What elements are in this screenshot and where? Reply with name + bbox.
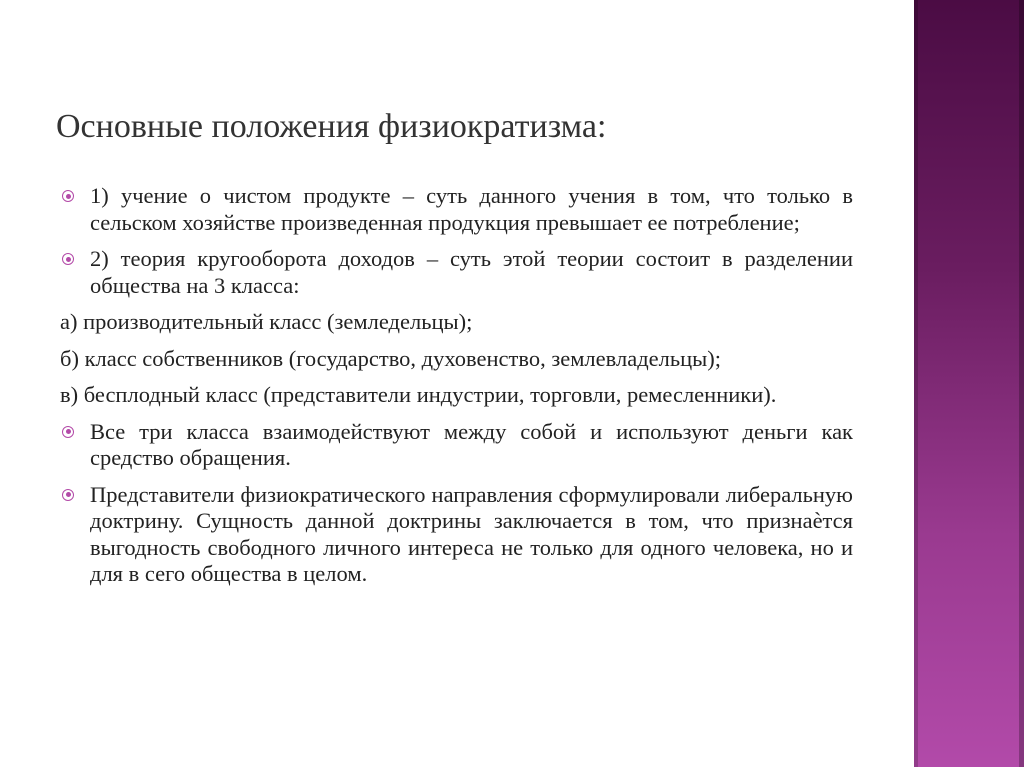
paragraph-text: 1) учение о чистом продукте – суть данного учения в том, что только в сельском хозяйстве произведенная продукция превышает ее потребление; xyxy=(90,183,853,235)
bullet-icon xyxy=(62,253,74,265)
plain-paragraph xyxy=(60,309,853,336)
bullet-paragraph xyxy=(60,419,853,472)
paragraph-text: Представители физиократического направления сформулировали либеральную доктрину. Сущность данной доктрины заключается в том, что признаѐтся выгодность свободного личного интереса не только для одного человека, но и для в сего общества в целом. xyxy=(90,481,853,586)
plain-paragraph xyxy=(60,382,853,409)
bullet-icon xyxy=(62,489,74,501)
paragraph-text: в) бесплодный класс (представители индустрии, торговли, ремесленники). xyxy=(60,382,777,407)
paragraph-text: 2) теория кругооборота доходов – суть этой теории состоит в разделении общества на 3 класса: xyxy=(90,246,853,298)
plain-paragraph xyxy=(60,346,853,373)
bullet-icon xyxy=(62,190,74,202)
bullet-icon xyxy=(62,426,74,438)
slide-content xyxy=(60,183,853,598)
decorative-sidebar xyxy=(914,0,1024,767)
paragraph-text: б) класс собственников (государство, духовенство, землевладельцы); xyxy=(60,345,722,371)
bullet-paragraph xyxy=(60,246,853,299)
slide-title: Основные положения физиократизма: xyxy=(56,108,607,145)
bullet-paragraph xyxy=(60,482,853,588)
paragraph-text: Все три класса взаимодействуют между собой и используют деньги как средство обращения. xyxy=(90,418,853,470)
bullet-paragraph xyxy=(60,183,853,236)
paragraph-text: а) производительный класс (земледельцы); xyxy=(60,309,473,334)
